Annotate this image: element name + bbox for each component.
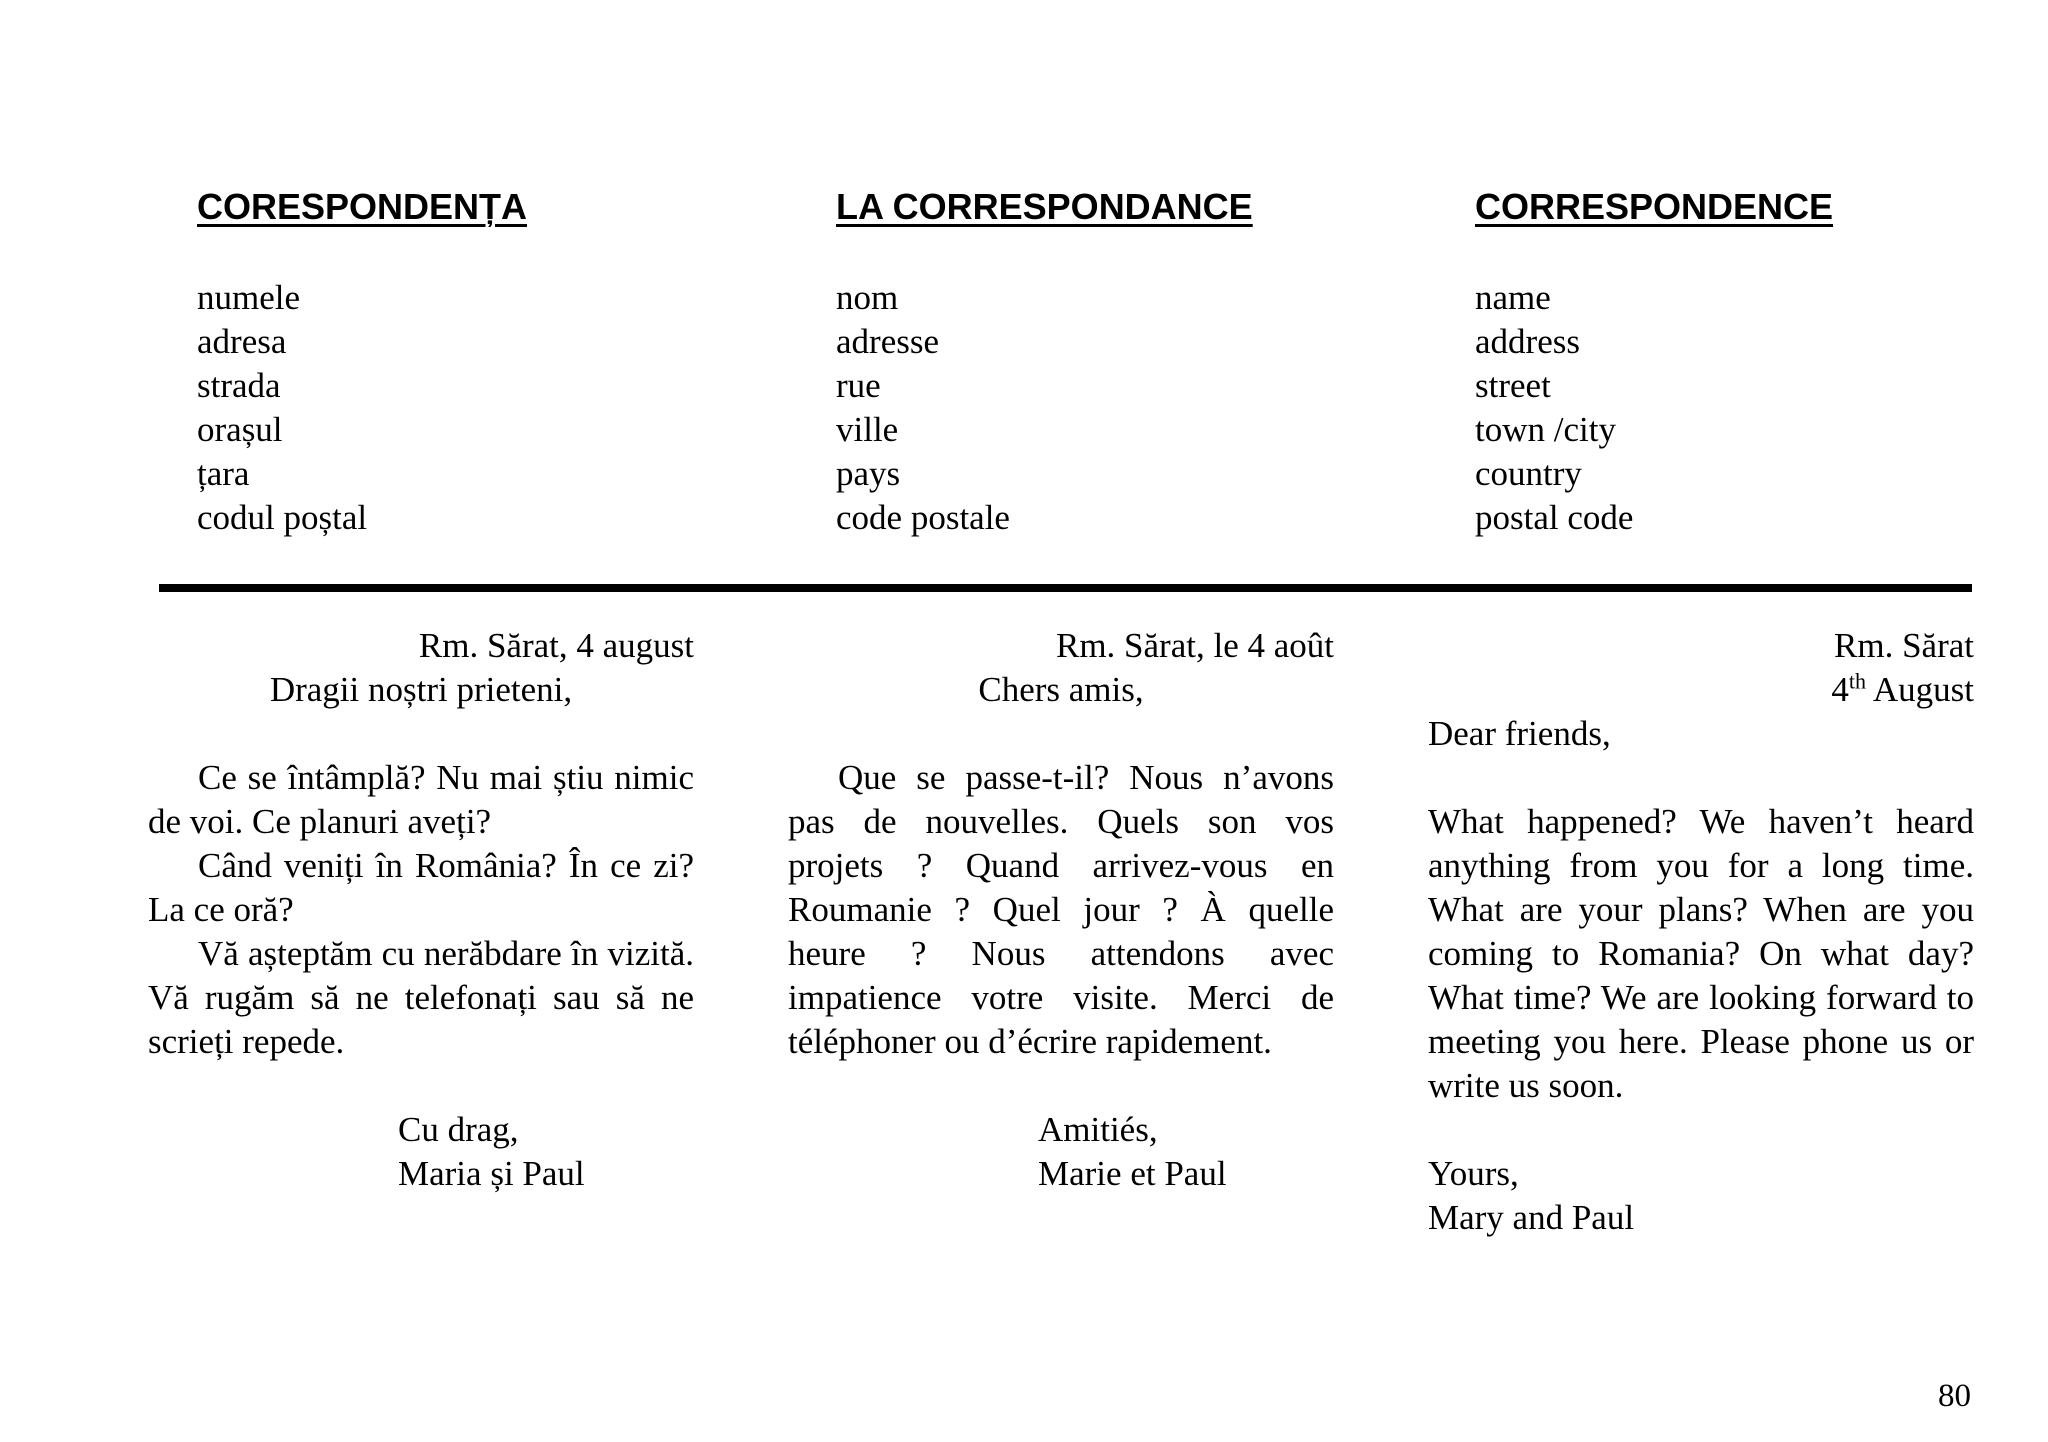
letter-closing: Yours, — [1428, 1154, 1519, 1193]
vocab-item: ville — [836, 410, 899, 449]
vocab-item: numele — [197, 278, 301, 317]
vocab-item: country — [1475, 454, 1582, 493]
vocab-item: adresa — [197, 322, 287, 361]
vocab-item: țara — [197, 454, 250, 493]
letter-signoff — [148, 1108, 694, 1196]
letter-paragraph: Que se passe-t-il? Nous n’avons pas de nouvelles. Quels son vos projets ? Quand arrivez-vous en Roumanie ? Quel jour ? À quelle heure ? Nous attendons avec impatience votre visite. Merci de téléphoner ou d’écrire rapidement. — [788, 758, 1334, 1061]
letter-greeting: Dear friends, — [1428, 714, 1611, 753]
letter-date-day — [1428, 668, 1974, 712]
letter-signature: Mary and Paul — [1428, 1198, 1635, 1237]
letter-greeting: Chers amis, — [978, 670, 1144, 709]
letter-paragraph: Ce se întâmplă? Nu mai știu nimic de voi. Ce planuri aveți? — [148, 758, 694, 841]
date-ordinal-suffix: th — [1848, 668, 1867, 694]
heading-english: CORRESPONDENCE — [1475, 186, 1834, 227]
letter-paragraph: Vă așteptăm cu nerăbdare în vizită. Vă rugăm să ne telefonați sau să ne scrieți repede. — [148, 934, 694, 1061]
vocab-item: pays — [836, 454, 901, 493]
vocab-item: orașul — [197, 410, 283, 449]
letter-signoff — [788, 1108, 1334, 1196]
letter-date-place: Rm. Sărat — [1834, 626, 1974, 665]
letter-french — [788, 624, 1334, 1196]
heading-romanian: CORESPONDENȚA — [197, 186, 528, 227]
letter-date — [1428, 624, 1974, 712]
date-day-number: 4 — [1831, 670, 1849, 709]
vocab-item: codul poștal — [197, 498, 368, 537]
letter-signature: Maria și Paul — [398, 1154, 585, 1193]
letter-body — [148, 756, 694, 1064]
section-divider — [159, 584, 1972, 592]
letter-signature: Marie et Paul — [1038, 1154, 1227, 1193]
vocab-item: name — [1475, 278, 1551, 317]
heading-french: LA CORRESPONDANCE — [836, 186, 1253, 227]
vocab-item: town /city — [1475, 410, 1616, 449]
vocab-item: rue — [836, 366, 881, 405]
letter-paragraph: Când veniți în România? În ce zi? La ce oră? — [148, 846, 694, 929]
letter-closing: Cu drag, — [398, 1110, 519, 1149]
vocab-list-romanian — [197, 276, 367, 540]
letter-paragraph: What happened? We haven’t heard anything from you for a long time. What are your plans? When are you coming to Romania? On what day? What time? We are looking forward to meeting you here. Please phone us or write us soon. — [1428, 802, 1974, 1105]
vocab-item: address — [1475, 322, 1580, 361]
vocab-item: strada — [197, 366, 281, 405]
letter-date: Rm. Sărat, le 4 août — [1055, 626, 1334, 665]
vocab-list-english — [1475, 276, 1633, 540]
letter-closing: Amitiés, — [1038, 1110, 1158, 1149]
vocab-item: postal code — [1475, 498, 1634, 537]
letter-body — [788, 756, 1334, 1064]
letter-greeting: Dragii noștri prieteni, — [269, 670, 573, 709]
vocab-item: street — [1475, 366, 1551, 405]
date-month: August — [1872, 670, 1974, 709]
vocab-item: code postale — [836, 498, 1010, 537]
letter-romanian — [148, 624, 694, 1196]
vocab-item: adresse — [836, 322, 940, 361]
letter-body — [1428, 800, 1974, 1108]
letter-date: Rm. Sărat, 4 august — [418, 626, 694, 665]
letter-english — [1428, 624, 1974, 1240]
vocab-list-french — [836, 276, 1010, 540]
page-number: 80 — [1938, 1378, 1971, 1414]
letter-signoff — [1428, 1152, 1974, 1240]
vocab-item: nom — [836, 278, 899, 317]
